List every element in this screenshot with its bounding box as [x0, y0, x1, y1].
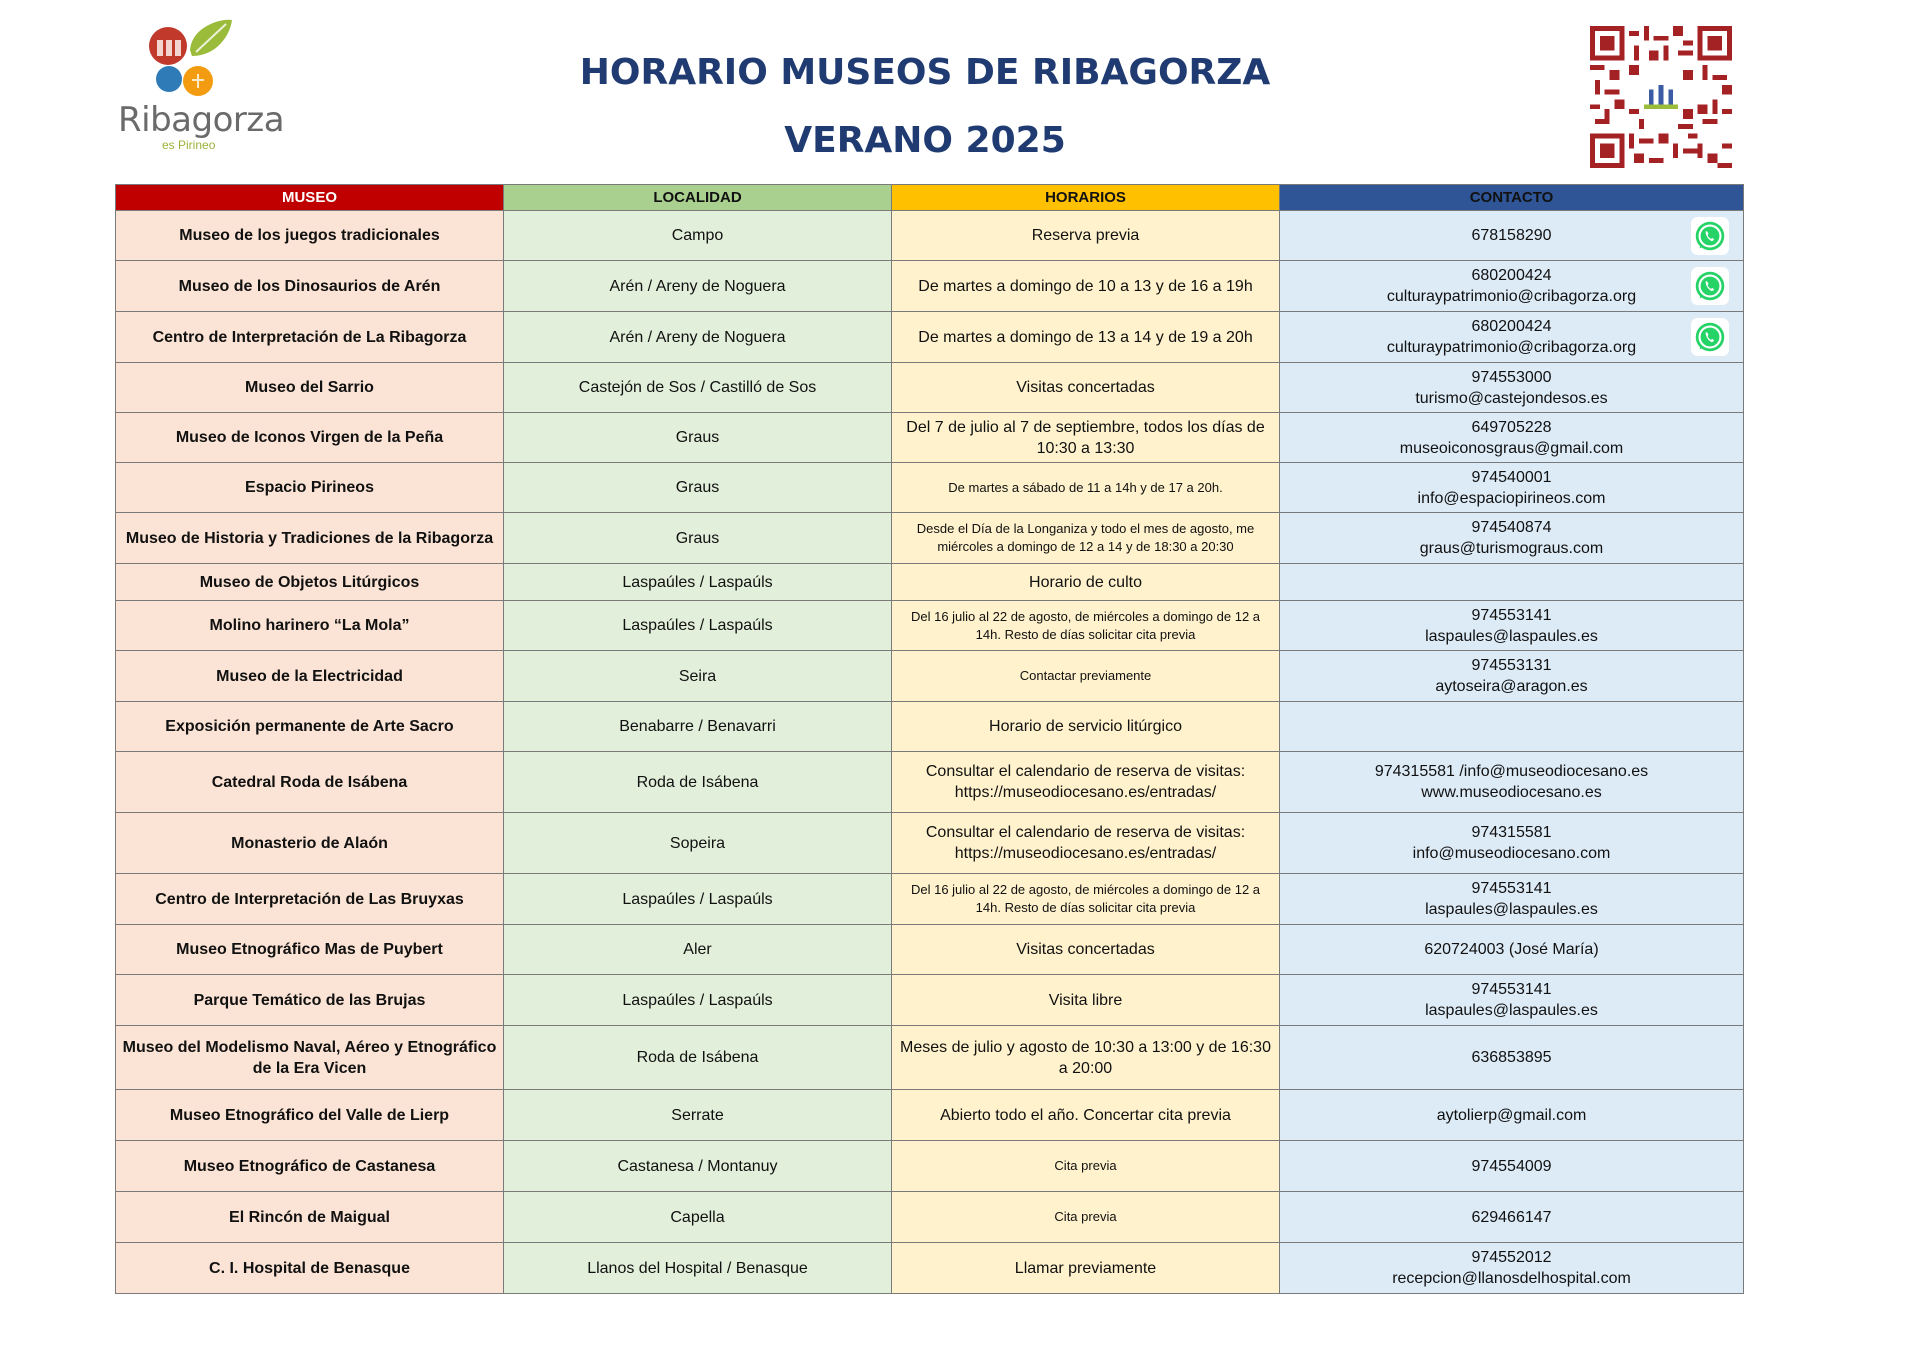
- table-row: [116, 363, 1744, 413]
- museum-name: Museo Etnográfico de Castanesa: [116, 1141, 504, 1192]
- contact-primary: 680200424: [1471, 318, 1552, 335]
- museum-name: Museo de los Dinosaurios de Arén: [116, 261, 504, 312]
- table-row: [116, 975, 1744, 1026]
- contact-secondary[interactable]: laspaules@laspaules.es: [1425, 627, 1598, 645]
- museum-contact: [1280, 312, 1744, 363]
- museum-location: Castanesa / Montanuy: [504, 1141, 892, 1192]
- contact-primary: 680200424: [1471, 267, 1552, 284]
- museum-location: Laspaúles / Laspaúls: [504, 564, 892, 601]
- museum-schedule: Horario de servicio litúrgico: [892, 702, 1280, 752]
- contact-secondary[interactable]: www.museodiocesano.es: [1421, 784, 1602, 801]
- museum-location: Castejón de Sos / Castilló de Sos: [504, 363, 892, 413]
- contact-secondary[interactable]: recepcion@llanosdelhospital.com: [1392, 1270, 1631, 1287]
- museum-name: Museo del Sarrio: [116, 363, 504, 413]
- qr-code: [1590, 26, 1732, 168]
- museum-contact: [1280, 261, 1744, 312]
- contact-primary[interactable]: 974315581 /info@museodiocesano.es: [1374, 763, 1649, 780]
- whatsapp-icon[interactable]: [1691, 267, 1729, 305]
- contact-primary: 974540874: [1471, 519, 1552, 536]
- museum-location: Arén / Areny de Noguera: [504, 261, 892, 312]
- museum-schedule: Del 16 julio al 22 de agosto, de miércoles a domingo de 12 a 14h. Resto de días solicitar cita previa: [892, 601, 1280, 651]
- museum-name: Centro de Interpretación de La Ribagorza: [116, 312, 504, 363]
- table-row: [116, 463, 1744, 513]
- table-row: [116, 1090, 1744, 1141]
- museum-location: Aler: [504, 925, 892, 975]
- contact-secondary[interactable]: laspaules@laspaules.es: [1425, 1002, 1598, 1019]
- museum-contact: [1280, 463, 1744, 513]
- museum-contact: [1280, 702, 1744, 752]
- museum-schedule: Consultar el calendario de reserva de visitas: https://museodiocesano.es/entradas/: [892, 752, 1280, 813]
- table-row: [116, 601, 1744, 651]
- contact-secondary[interactable]: culturaypatrimonio@cribagorza.org: [1386, 339, 1637, 356]
- table-row: [116, 874, 1744, 925]
- museum-contact: [1280, 1243, 1744, 1294]
- museum-schedule: Horario de culto: [892, 564, 1280, 601]
- table-row: [116, 925, 1744, 975]
- museum-location: Campo: [504, 211, 892, 261]
- museum-location: Laspaúles / Laspaúls: [504, 975, 892, 1026]
- table-row: [116, 211, 1744, 261]
- museum-schedule: Del 7 de julio al 7 de septiembre, todos los días de 10:30 a 13:30: [892, 413, 1280, 463]
- museum-schedule: Desde el Día de la Longaniza y todo el mes de agosto, me miércoles a domingo de 12 a 14 y de 18:30 a 20:30: [892, 513, 1280, 564]
- contact-primary: 974540001: [1471, 468, 1552, 486]
- museum-contact: [1280, 874, 1744, 925]
- contact-secondary[interactable]: info@espaciopirineos.com: [1417, 489, 1606, 507]
- museum-location: Capella: [504, 1192, 892, 1243]
- contact-primary: 620724003 (José María): [1424, 941, 1599, 958]
- table-row: [116, 651, 1744, 702]
- table-row: [116, 513, 1744, 564]
- museum-contact: [1280, 975, 1744, 1026]
- museum-location: Graus: [504, 413, 892, 463]
- museum-location: Serrate: [504, 1090, 892, 1141]
- museum-name: C. I. Hospital de Benasque: [116, 1243, 504, 1294]
- contact-secondary[interactable]: culturaypatrimonio@cribagorza.org: [1386, 288, 1637, 305]
- museum-schedule: Contactar previamente: [892, 651, 1280, 702]
- header-localidad: LOCALIDAD: [504, 185, 892, 211]
- table-row: [116, 261, 1744, 312]
- museum-contact: [1280, 363, 1744, 413]
- museum-name: Monasterio de Alaón: [116, 813, 504, 874]
- table-row: [116, 312, 1744, 363]
- table-row: [116, 752, 1744, 813]
- museum-contact: [1280, 601, 1744, 651]
- table-row: [116, 413, 1744, 463]
- contact-primary: 974552012: [1471, 1249, 1552, 1266]
- museum-location: Laspaúles / Laspaúls: [504, 874, 892, 925]
- museum-location: Roda de Isábena: [504, 752, 892, 813]
- contact-primary: 974553131: [1471, 657, 1552, 674]
- table-row: [116, 702, 1744, 752]
- museum-schedule: Visita libre: [892, 975, 1280, 1026]
- museum-schedule: Del 16 julio al 22 de agosto, de miércoles a domingo de 12 a 14h. Resto de días solicitar cita previa: [892, 874, 1280, 925]
- museum-location: Roda de Isábena: [504, 1026, 892, 1090]
- table-row: [116, 1026, 1744, 1090]
- museum-location: Seira: [504, 651, 892, 702]
- table-row: [116, 1243, 1744, 1294]
- museum-schedule: Abierto todo el año. Concertar cita previa: [892, 1090, 1280, 1141]
- header-horarios: HORARIOS: [892, 185, 1280, 211]
- museum-location: Benabarre / Benavarri: [504, 702, 892, 752]
- contact-secondary[interactable]: graus@turismograus.com: [1419, 540, 1604, 557]
- museum-name: Molino harinero “La Mola”: [116, 601, 504, 651]
- museum-schedule: Llamar previamente: [892, 1243, 1280, 1294]
- museum-location: Laspaúles / Laspaúls: [504, 601, 892, 651]
- header-museo: MUSEO: [116, 185, 504, 211]
- museum-name: Museo de la Electricidad: [116, 651, 504, 702]
- museum-location: Sopeira: [504, 813, 892, 874]
- museum-schedule: Consultar el calendario de reserva de visitas: https://museodiocesano.es/entradas/: [892, 813, 1280, 874]
- museum-name: Museo Etnográfico del Valle de Lierp: [116, 1090, 504, 1141]
- museum-name: Museo de Historia y Tradiciones de la Ribagorza: [116, 513, 504, 564]
- contact-primary: 678158290: [1471, 227, 1552, 244]
- museum-name: Catedral Roda de Isábena: [116, 752, 504, 813]
- museum-name: Museo de los juegos tradicionales: [116, 211, 504, 261]
- contact-primary: 974554009: [1471, 1157, 1552, 1175]
- header-contacto: CONTACTO: [1280, 185, 1744, 211]
- contact-secondary[interactable]: aytoseira@aragon.es: [1435, 678, 1588, 695]
- museum-contact: [1280, 1141, 1744, 1192]
- contact-primary: 974553000: [1471, 368, 1552, 386]
- page-subtitle: VERANO 2025: [784, 120, 1066, 161]
- museum-schedule: Meses de julio y agosto de 10:30 a 13:00 y de 16:30 a 20:00: [892, 1026, 1280, 1090]
- museum-contact: [1280, 1192, 1744, 1243]
- museum-name: Museo Etnográfico Mas de Puybert: [116, 925, 504, 975]
- museum-location: Graus: [504, 463, 892, 513]
- museum-contact: [1280, 651, 1744, 702]
- museum-contact: [1280, 813, 1744, 874]
- museum-schedule: De martes a domingo de 13 a 14 y de 19 a 20h: [892, 312, 1280, 363]
- museum-schedule: Visitas concertadas: [892, 925, 1280, 975]
- museum-contact: [1280, 1090, 1744, 1141]
- table-row: [116, 564, 1744, 601]
- contact-secondary[interactable]: laspaules@laspaules.es: [1425, 901, 1598, 918]
- contact-primary: 974553141: [1471, 880, 1552, 897]
- contact-secondary[interactable]: museoiconosgraus@gmail.com: [1399, 439, 1624, 457]
- page-title: HORARIO MUSEOS DE RIBAGORZA: [579, 52, 1271, 93]
- museum-schedule: Visitas concertadas: [892, 363, 1280, 413]
- contact-secondary[interactable]: turismo@castejondesos.es: [1415, 389, 1608, 407]
- contact-primary: 974315581: [1471, 824, 1552, 841]
- museum-schedule: Cita previa: [892, 1141, 1280, 1192]
- museum-schedule: De martes a sábado de 11 a 14h y de 17 a 20h.: [892, 463, 1280, 513]
- logo-tagline: es Pirineo: [162, 138, 216, 152]
- logo-name: Ribagorza: [118, 100, 285, 140]
- museum-name: Museo de Objetos Litúrgicos: [116, 564, 504, 601]
- museums-table: [115, 184, 1744, 1294]
- contact-secondary[interactable]: info@museodiocesano.com: [1412, 845, 1611, 862]
- museum-schedule: Reserva previa: [892, 211, 1280, 261]
- contact-primary: 649705228: [1471, 418, 1552, 436]
- museum-contact: [1280, 752, 1744, 813]
- museum-name: Espacio Pirineos: [116, 463, 504, 513]
- museum-location: Llanos del Hospital / Benasque: [504, 1243, 892, 1294]
- museum-schedule: Cita previa: [892, 1192, 1280, 1243]
- museum-name: Museo de Iconos Virgen de la Peña: [116, 413, 504, 463]
- museum-name: Centro de Interpretación de Las Bruyxas: [116, 874, 504, 925]
- museum-contact: [1280, 413, 1744, 463]
- contact-primary: 974553141: [1471, 981, 1552, 998]
- table-row: [116, 813, 1744, 874]
- museum-name: Museo del Modelismo Naval, Aéreo y Etnográfico de la Era Vicen: [116, 1026, 504, 1090]
- whatsapp-icon[interactable]: [1691, 318, 1729, 356]
- table-header-row: [116, 185, 1744, 211]
- museum-contact: [1280, 513, 1744, 564]
- museum-name: Exposición permanente de Arte Sacro: [116, 702, 504, 752]
- museum-contact: [1280, 211, 1744, 261]
- museum-location: Graus: [504, 513, 892, 564]
- contact-primary[interactable]: aytolierp@gmail.com: [1436, 1106, 1587, 1124]
- museum-contact: [1280, 925, 1744, 975]
- museum-contact: [1280, 1026, 1744, 1090]
- museum-name: Parque Temático de las Brujas: [116, 975, 504, 1026]
- table-row: [116, 1141, 1744, 1192]
- whatsapp-icon[interactable]: [1691, 217, 1729, 255]
- museum-contact: [1280, 564, 1744, 601]
- table-row: [116, 1192, 1744, 1243]
- museum-name: El Rincón de Maigual: [116, 1192, 504, 1243]
- contact-primary: 974553141: [1471, 606, 1552, 624]
- contact-primary: 636853895: [1471, 1049, 1552, 1066]
- museum-schedule: De martes a domingo de 10 a 13 y de 16 a 19h: [892, 261, 1280, 312]
- contact-primary: 629466147: [1471, 1208, 1552, 1226]
- museum-location: Arén / Areny de Noguera: [504, 312, 892, 363]
